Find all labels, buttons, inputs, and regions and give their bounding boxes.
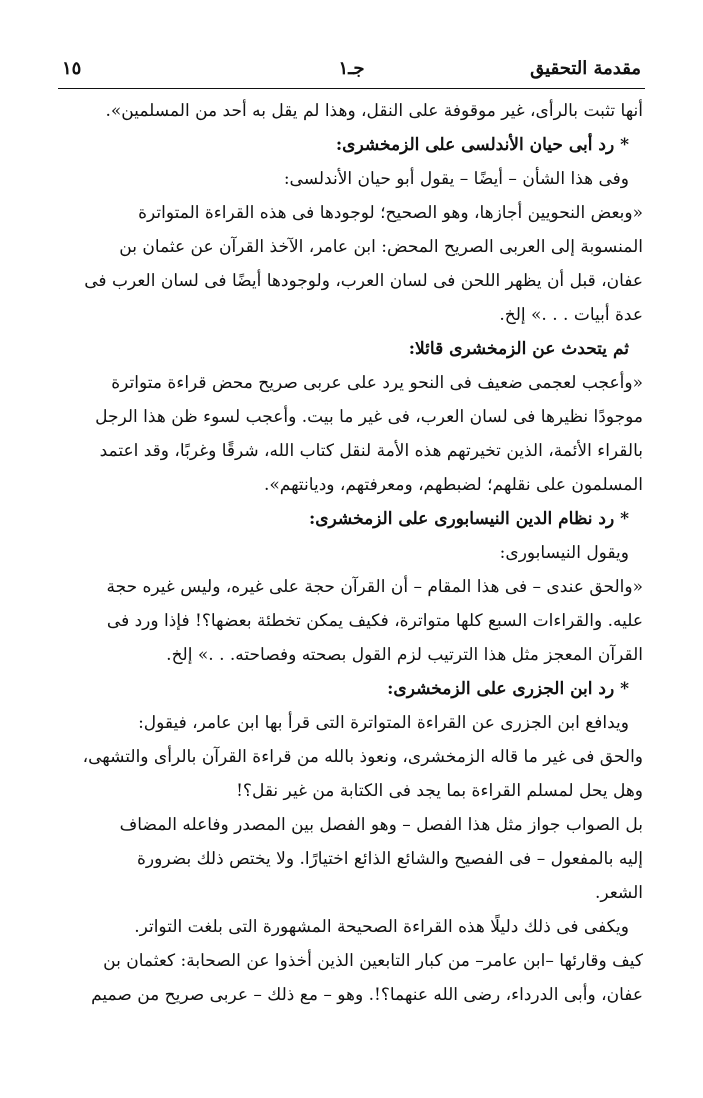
section-heading: * رد ابن الجزرى على الزمخشرى: xyxy=(387,679,629,699)
section-heading: ثم يتحدث عن الزمخشرى قائلا: xyxy=(408,339,629,359)
text-line: عفان، وأبى الدرداء، رضى الله عنهما؟!. وهو – مع ذلك – عربى صريح من صميم xyxy=(91,985,643,1005)
text-line: إليه بالمفعول – فى الفصيح والشائع الذائع اختيارًا. ولا يختص ذلك بضرورة xyxy=(137,849,643,869)
text-line: عليه. والقراءات السبع كلها متواترة، فكيف يمكن تخطئة بعضها؟! فإذا ورد فى xyxy=(106,611,643,631)
text-line: موجودًا نظيرها فى لسان العرب، فى غير ما بيت. وأعجب لسوء ظن هذا الرجل xyxy=(95,407,643,427)
body-text xyxy=(66,94,643,1012)
text-line: وهل يحل لمسلم القراءة بما يجد فى الكتابة من غير نقل؟! xyxy=(236,781,643,801)
text-line: «والحق عندى – فى هذا المقام – أن القرآن حجة على غيره، وليس غيره حجة xyxy=(106,577,643,597)
text-line: القرآن المعجز مثل هذا الترتيب لزم القول بصحته وفصاحته. . .» إلخ. xyxy=(166,645,643,665)
header-rule xyxy=(58,88,645,89)
text-line: ويكفى فى ذلك دليلًا هذه القراءة الصحيحة المشهورة التى بلغت التواتر. xyxy=(134,917,629,937)
text-line: والحق فى غير ما قاله الزمخشرى، ونعوذ بالله من قراءة القرآن بالرأى والتشهى، xyxy=(82,747,643,767)
volume-label: جـ١ xyxy=(338,57,365,79)
text-line: عفان، قبل أن يظهر اللحن فى لسان العرب، ولوجودها أيضًا فى لسان العرب فى xyxy=(84,271,643,291)
section-heading: * رد أبى حيان الأندلسى على الزمخشرى: xyxy=(335,135,629,155)
text-line: «وأعجب لعجمى ضعيف فى النحو يرد على عربى صريح محض قراءة متواترة xyxy=(111,373,643,393)
text-line: بل الصواب جواز مثل هذا الفصل – وهو الفصل بين المصدر وفاعله المضاف xyxy=(119,815,643,835)
text-line: كيف وقارئها –ابن عامر– من كبار التابعين الذين أخذوا عن الصحابة: كعثمان بن xyxy=(103,951,643,971)
text-line: عدة أبيات . . .» إلخ. xyxy=(499,305,643,325)
text-line: الشعر. xyxy=(594,883,643,903)
text-line: بالقراء الأئمة، الذين تخيرتهم هذه الأمة لنقل كتاب الله، شرقًا وغربًا، وقد اعتمد xyxy=(99,441,643,461)
text-line: وفى هذا الشأن – أيضًا – يقول أبو حيان الأندلسى: xyxy=(283,169,629,189)
running-header xyxy=(62,50,641,86)
text-line: المسلمون على نقلهم؛ لضبطهم، ومعرفتهم، وديانتهم». xyxy=(263,475,643,495)
text-line: «وبعض النحويين أجازها، وهو الصحيح؛ لوجودها فى هذه القراءة المتواترة xyxy=(138,203,643,223)
text-line: ويقول النيسابورى: xyxy=(499,543,629,563)
text-line: أنها تثبت بالرأى، غير موقوفة على النقل، وهذا لم يقل به أحد من المسلمين». xyxy=(105,101,643,121)
text-line: ويدافع ابن الجزرى عن القراءة المتواترة التى قرأ بها ابن عامر، فيقول: xyxy=(138,713,629,733)
page-number: ١٥ xyxy=(62,57,82,79)
section-heading: * رد نظام الدين النيسابورى على الزمخشرى: xyxy=(308,509,629,529)
text-line: المنسوبة إلى العربى الصريح المحض: ابن عامر، الآخذ القرآن عن عثمان بن xyxy=(119,237,643,257)
section-title: مقدمة التحقيق xyxy=(530,57,641,79)
